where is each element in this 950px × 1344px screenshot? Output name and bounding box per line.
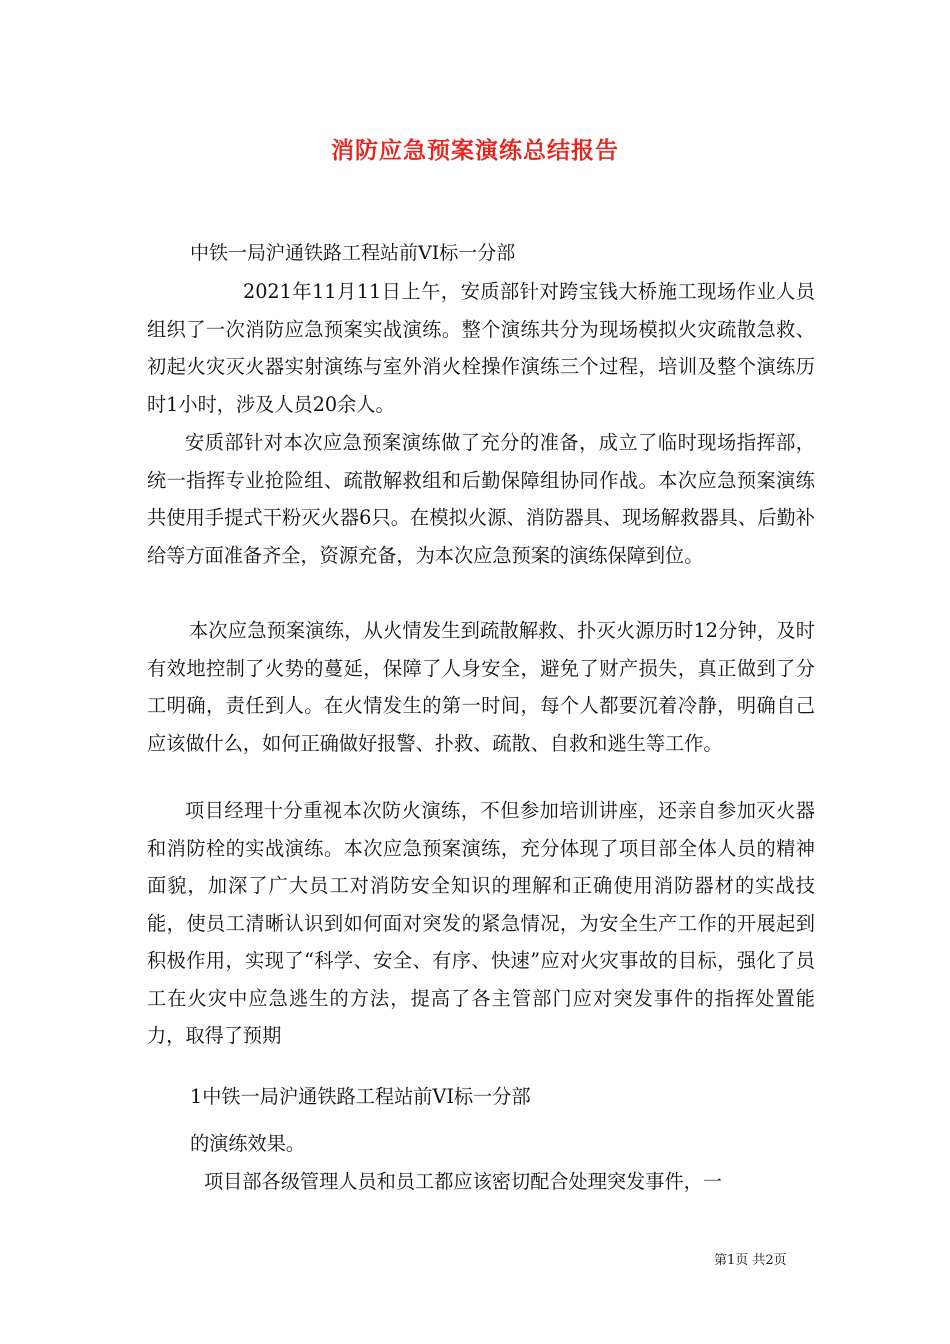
last-paragraph-line: 项目部各级管理人员和员工都应该密切配合处理突发事件，一 <box>204 1170 723 1193</box>
paragraph-1: 2021年11月11日上午，安质部针对跨宝钱大桥施工现场作业人员组织了一次消防应急预案实战演练。整个演练共分为现场模拟火灾疏散急救、初起火灾灭火器实射演练与室外消火栓操作演练三个过程，培训及整个演练历时1小时，涉及人员20余人。 <box>147 280 815 416</box>
paragraph-3: 本次应急预案演练，从火情发生到疏散解救、扑灭火源历时12分钟，及时有效地控制了火势的蔓延，保障了人身安全，避免了财产损失，真正做到了分工明确，责任到人。在火情发生的第一时间，每个人都要沉着冷静，明确自己应该做什么，如何正确做好报警、扑救、疏散、自救和逃生等工作。 <box>147 619 815 755</box>
continuation-line: 的演练效果。 <box>190 1132 306 1155</box>
paragraph-4: 项目经理十分重视本次防火演练，不但参加培训讲座，还亲自参加灭火器和消防栓的实战演练。本次应急预案演练，充分体现了项目部全体人员的精神面貌，加深了广大员工对消防安全知识的理解和正确使用消防器材的实战技能，使员工清晰认识到如何面对突发的紧急情况，为安全生产工作的开展起到积极作用，实现了“科学、安全、有序、快速”应对火灾事故的目标，强化了员工在火灾中应急逃生的方法，提高了各主管部门应对突发事件的指挥处置能力，取得了预期 <box>147 799 815 1047</box>
organization-line: 中铁一局沪通铁路工程站前VI标一分部 <box>190 242 516 264</box>
footnote-line: 1中铁一局沪通铁路工程站前VI标一分部 <box>190 1085 531 1108</box>
document-title: 消防应急预案演练总结报告 <box>331 137 619 164</box>
page-footer: 第1页 共2页 <box>714 1253 787 1268</box>
paragraph-2: 安质部针对本次应急预案演练做了充分的准备，成立了临时现场指挥部，统一指挥专业抢险组、疏散解救组和后勤保障组协同作战。本次应急预案演练共使用手提式干粉灭火器6只。在模拟火源、消防器具、现场解救器具、后勤补给等方面准备齐全，资源充备，为本次应急预案的演练保障到位。 <box>147 431 815 567</box>
